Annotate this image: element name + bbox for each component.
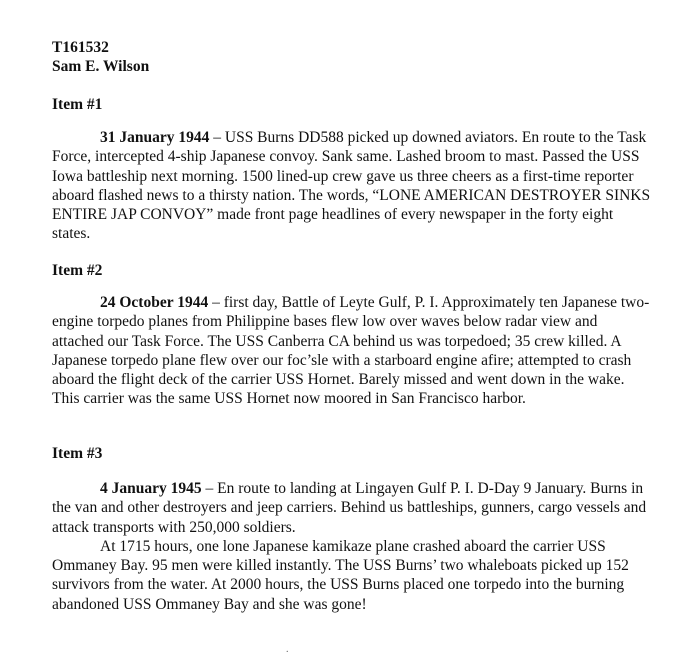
item-1-heading: Item #1 <box>52 96 103 113</box>
item-1-date: 31 January 1944 <box>100 129 210 146</box>
item-1-text: – USS Burns DD588 picked up downed aviators. En route to the Task Force, intercepted 4-ship Japanese convoy. Sank same. Lashed broom to mast. Passed the USS Iowa battleship next morning. 1500 lined-up crew gave us three cheers as a first-time reporter aboard flashed news to a thirsty nation. The words, “LONE AMERICAN DESTROYER SINKS ENTIRE JAP CONVOY” made front page headlines of every newspaper in the forty eight states. <box>52 129 651 243</box>
item-3-text: – En route to landing at Lingayen Gulf P. I. D-Day 9 January. Burns in the van and other destroyers and jeep carriers. Behind us battleships, gunners, cargo vessels and attack transports with 250,000 soldiers. <box>52 480 647 536</box>
footer-mark: . <box>286 644 289 655</box>
author-name: Sam E. Wilson <box>52 58 150 75</box>
item-3-text-2: At 1715 hours, one lone Japanese kamikaze plane crashed aboard the carrier USS Ommaney Bay. 95 men were killed instantly. The USS Burns’ two whaleboats picked up 152 survivors from the water. At 2000 hours, the USS Burns placed one torpedo into the burning abandoned USS Ommaney Bay and she was gone! <box>52 537 629 613</box>
item-3-date: 4 January 1945 <box>100 480 202 497</box>
item-3-paragraph <box>52 479 652 614</box>
item-2-text: – first day, Battle of Leyte Gulf, P. I. Approximately ten Japanese two-engine torpedo planes from Philippine bases flew low over waves below radar view and attached our Task Force. The USS Canberra CA behind us was torpedoed; 35 crew killed. A Japanese torpedo plane flew over our foc’sle with a starboard engine afire; attempted to crash aboard the flight deck of the carrier USS Hornet. Barely missed and went down in the wake. This carrier was the same USS Hornet now moored in San Francisco harbor. <box>52 294 650 408</box>
item-1-paragraph <box>52 128 652 244</box>
item-2-heading: Item #2 <box>52 262 103 279</box>
document-id: T161532 <box>52 39 109 56</box>
item-2-date: 24 October 1944 <box>100 294 209 311</box>
item-2-paragraph <box>52 293 652 409</box>
item-3-heading: Item #3 <box>52 445 103 462</box>
